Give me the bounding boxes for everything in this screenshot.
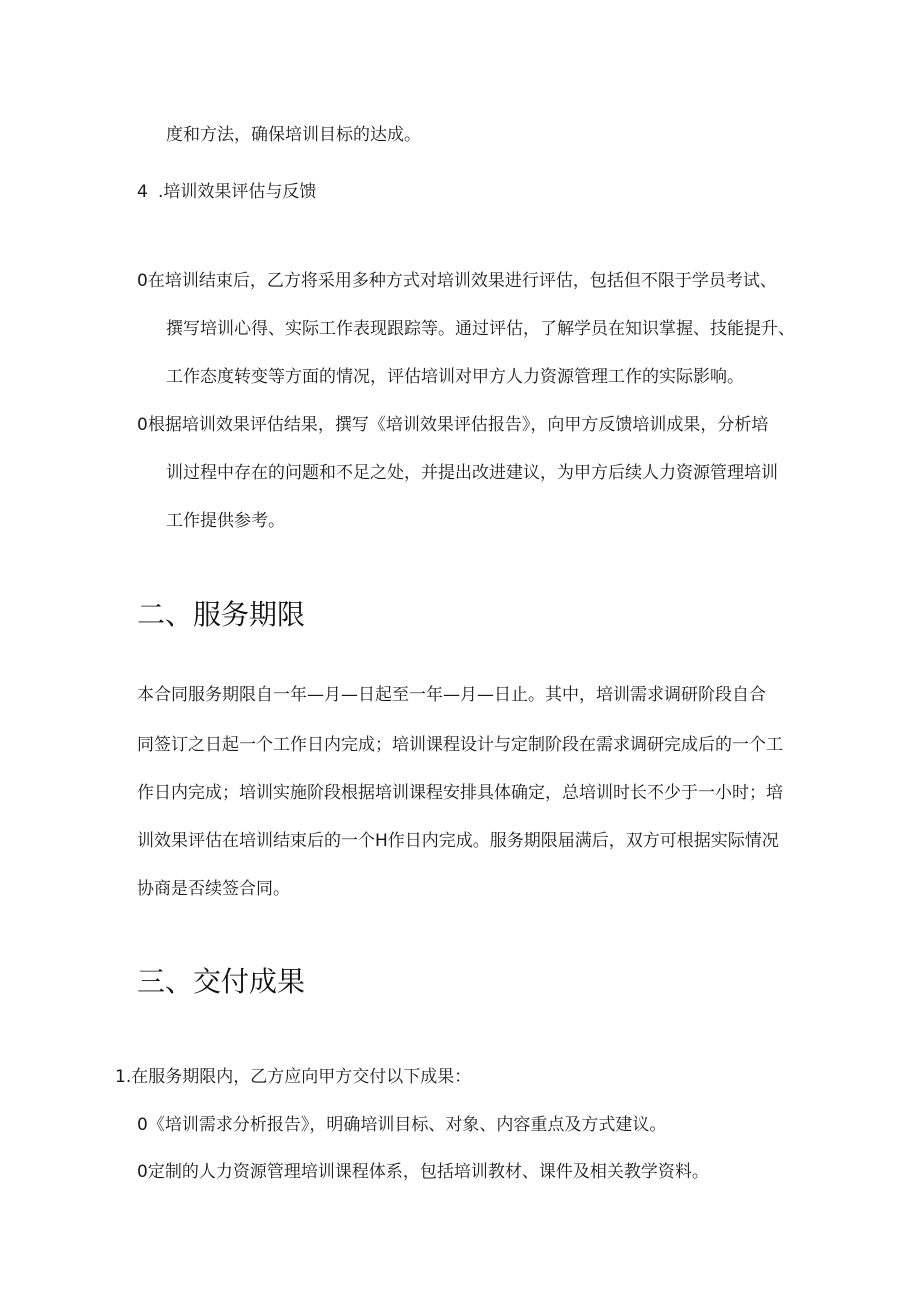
eval-item-1-line-1: 0在培训结束后，乙方将采用多种方式对培训效果进行评估，包括但不限于学员考试、 [137,271,777,291]
eval-item-2-line-2: 训过程中存在的问题和不足之处，并提出改进建议，为甲方后续人力资源管理培训 [166,463,778,483]
deliverable-bullet: 0定制的人力资源管理培训课程体系，包括培训教材、课件及相关教学资料。 [137,1162,709,1182]
eval-item-1-line-3: 工作态度转变等方面的情况，评估培训对甲方人力资源管理工作的实际影响。 [166,367,744,387]
section-heading-deliverables: 三、交付成果 [137,965,306,998]
eval-item-1-line-2: 撰写培训心得、实际工作表现跟踪等。通过评估，了解学员在知识掌握、技能提升、 [166,319,795,339]
subsection-number: 4 [137,182,148,202]
continuation-line: 度和方法，确保培训目标的达成。 [166,125,421,145]
eval-item-2-line-1: 0根据培训效果评估结果，撰写《培训效果评估报告》，向甲方反馈培训成果，分析培 [137,415,769,435]
deliverables-item-1: 1.在服务期限内，乙方应向甲方交付以下成果： [115,1067,472,1087]
service-term-para-line: 同签订之日起一个工作日内完成；培训课程设计与定制阶段在需求调研完成后的一个工 [137,735,783,755]
service-term-para-line: 训效果评估在培训结束后的一个H作日内完成。服务期限届满后，双方可根据实际情况 [137,831,779,851]
section-heading-service-term: 二、服务期限 [137,598,306,631]
service-term-para-line: 协商是否续签合同。 [137,879,290,899]
deliverable-bullet: 0《培训需求分析报告》，明确培训目标、对象、内容重点及方式建议。 [137,1115,667,1135]
eval-item-2-line-3: 工作提供参考。 [166,511,285,531]
service-term-para-line: 本合同服务期限自一年—月—日起至一年—月—日止。其中，培训需求调研阶段自合 [137,685,766,705]
subsection-title: .培训效果评估与反馈 [158,182,317,202]
service-term-para-line: 作日内完成；培训实施阶段根据培训课程安排具体确定，总培训时长不少于一小时；培 [137,783,783,803]
